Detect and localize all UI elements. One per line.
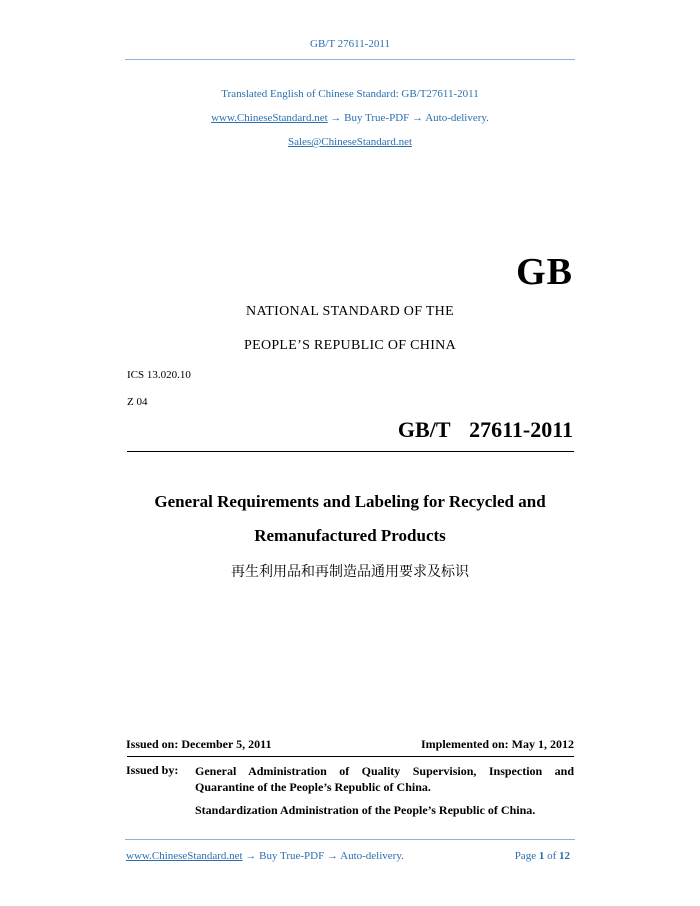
- title-divider: [127, 451, 574, 452]
- page-word: Page: [514, 850, 537, 862]
- document-title-line1: General Requirements and Labeling for Recycled and: [154, 492, 546, 511]
- arrow-icon: →: [409, 112, 426, 124]
- arrow-icon: →: [327, 112, 345, 124]
- page-total: 12: [559, 850, 570, 862]
- footer-divider: [125, 839, 575, 840]
- national-standard-line2: PEOPLE’S REPUBLIC OF CHINA: [244, 338, 456, 353]
- buy-pdf-text: Buy True-PDF: [344, 112, 410, 124]
- standard-number: [398, 417, 573, 443]
- translation-notice: [0, 82, 700, 154]
- page-number: 1: [538, 850, 545, 862]
- of-word: of: [547, 850, 557, 862]
- auto-delivery-text: Auto-delivery.: [425, 112, 489, 124]
- issuer-aqsiq: General Administration of Quality Supervision, Inspection and Quarantine of the People’s Republic of China.: [195, 764, 574, 794]
- header-divider: [125, 59, 575, 60]
- footer-delivery-text: Auto-delivery.: [340, 850, 404, 862]
- dates-divider: [127, 756, 574, 757]
- national-standard-line1: NATIONAL STANDARD OF THE: [246, 304, 454, 319]
- standard-number-text: GB/T 27611-2011: [397, 417, 573, 442]
- translation-line: Translated English of Chinese Standard: GB/T27611-2011: [221, 88, 479, 100]
- ccs-code: Z 04: [127, 396, 148, 408]
- email-line: [0, 130, 700, 154]
- footer-links: [126, 850, 404, 862]
- page-indicator: [515, 850, 570, 862]
- arrow-icon: →: [242, 850, 260, 862]
- document-title-chinese: 再生利用品和再制造品通用要求及标识: [231, 564, 469, 580]
- running-header: [0, 38, 700, 50]
- issued-on-date: Issued on: December 5, 2011: [126, 737, 272, 751]
- issued-by-label: Issued by:: [126, 763, 179, 777]
- ics-code: ICS 13.020.10: [127, 369, 191, 381]
- purchase-line: [0, 106, 700, 130]
- gb-mark: GB: [516, 251, 573, 293]
- sales-email-link[interactable]: Sales@ChineseStandard.net: [287, 136, 413, 148]
- footer-site-link[interactable]: www.ChineseStandard.net: [126, 850, 243, 862]
- site-link[interactable]: www.ChineseStandard.net: [211, 112, 328, 124]
- document-title-line2: Remanufactured Products: [254, 526, 446, 545]
- arrow-icon: →: [324, 850, 341, 862]
- footer-buy-text: Buy True-PDF: [259, 850, 325, 862]
- header-standard-code: GB/T 27611-2011: [310, 38, 390, 50]
- issuer-sac: Standardization Administration of the People’s Republic of China.: [195, 803, 536, 817]
- implemented-on-date: Implemented on: May 1, 2012: [421, 737, 574, 751]
